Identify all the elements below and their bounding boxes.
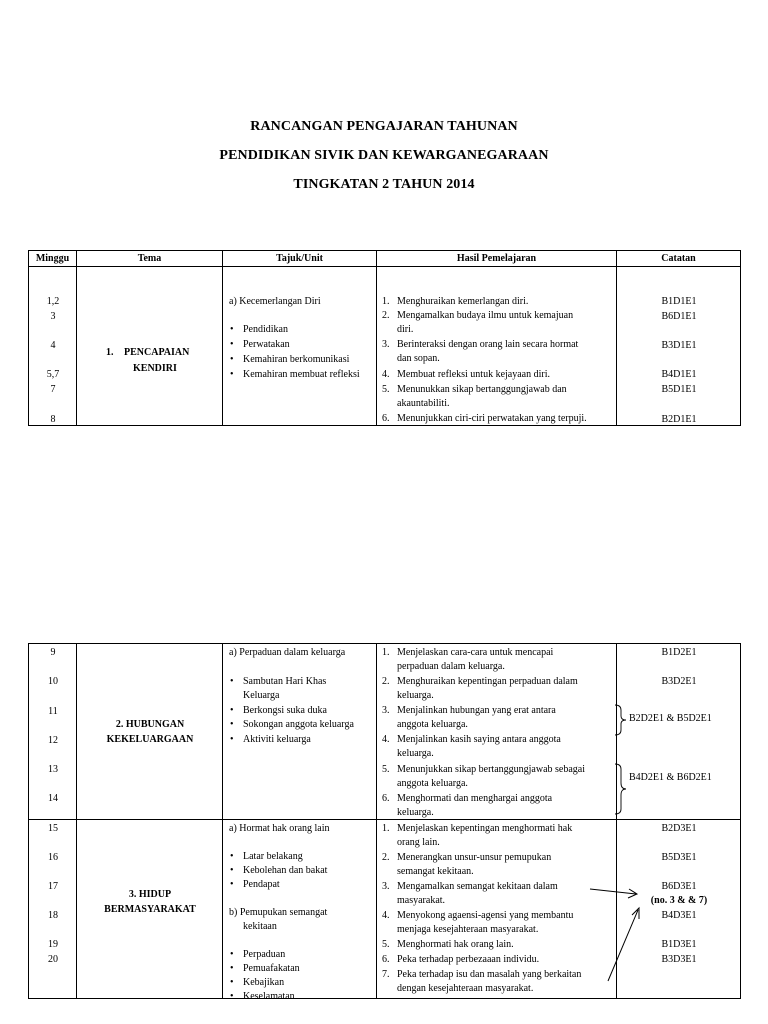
hasil-number: 5.	[382, 939, 390, 950]
hasil-item-cont: masyarakat.	[397, 895, 446, 906]
week-label: 5,7	[46, 369, 60, 380]
hasil-item: Menjelaskan cara-cara untuk mencapai	[397, 647, 554, 658]
week-label: 12	[48, 735, 58, 746]
tema-title-cont: KENDIRI	[133, 363, 177, 374]
week-label: 9	[50, 647, 56, 658]
tajuk-bullet: • Kemahiran membuat refleksi	[243, 368, 360, 383]
hasil-item: Membuat refleksi untuk kejayaan diri.	[397, 369, 551, 380]
week-label: 20	[48, 954, 58, 965]
hasil-number: 1.	[382, 823, 390, 834]
catatan-code: B4D3E1	[661, 910, 697, 921]
week-label: 14	[48, 793, 58, 804]
hasil-item: Peka terhadap isu dan masalah yang berkaitan	[397, 969, 582, 980]
hasil-number: 6.	[382, 413, 390, 424]
tajuk-bullet: • Keselamatan	[243, 990, 295, 1005]
tema-title: 2. HUBUNGAN	[115, 719, 185, 730]
hasil-number: 5.	[382, 764, 390, 775]
catatan-code: B2D2E1 & B5D2E1	[629, 713, 712, 724]
hasil-item-cont: semangat kekitaan.	[397, 866, 474, 877]
tajuk-bullet: • Sambutan Hari Khas	[243, 675, 326, 690]
week-label: 8	[50, 414, 56, 425]
tajuk-bullet: • Pemuafakatan	[243, 962, 300, 977]
header-tema: Tema	[77, 251, 223, 267]
arrow-right-icon	[590, 889, 637, 898]
week-label: 10	[48, 676, 58, 687]
catatan-code: B2D1E1	[661, 414, 697, 425]
catatan-code: B3D2E1	[661, 676, 697, 687]
header-tajuk: Tajuk/Unit	[223, 251, 377, 267]
hasil-number: 3.	[382, 705, 390, 716]
week-label: 4	[50, 340, 56, 351]
tajuk-bullet: • Sokongan anggota keluarga	[243, 718, 354, 733]
tajuk-bullet: • Pendidikan	[243, 323, 288, 338]
tajuk-heading-cont: kekitaan	[243, 921, 277, 932]
header-catatan: Catatan	[617, 251, 741, 267]
tajuk-bullet: • Pendapat	[243, 878, 280, 893]
hasil-item-cont: perpaduan dalam keluarga.	[397, 661, 505, 672]
hasil-item: Menghormati hak orang lain.	[397, 939, 514, 950]
tema-title: PENCAPAIAN	[124, 347, 190, 358]
hasil-item-cont: menjaga kesejahteraan masyarakat.	[397, 924, 539, 935]
hasil-item: Menghuraikan kemerlangan diri.	[397, 296, 529, 307]
week-label: 11	[48, 706, 58, 717]
hasil-number: 1.	[382, 647, 390, 658]
document-subject: PENDIDIKAN SIVIK DAN KEWARGANEGARAAN	[219, 148, 549, 163]
catatan-code: B1D2E1	[661, 647, 697, 658]
hasil-item: Menyokong agaensi-agensi yang membantu	[397, 910, 574, 921]
tajuk-bullet: • Latar belakang	[243, 850, 303, 865]
hasil-number: 4.	[382, 369, 390, 380]
tajuk-bullet-cont: Keluarga	[243, 690, 280, 701]
hasil-number: 5.	[382, 384, 390, 395]
tema-number: 1.	[106, 347, 114, 358]
tajuk-bullet: • Perwatakan	[243, 338, 290, 353]
hasil-item-cont: keluarga.	[397, 748, 434, 759]
hasil-number: 2.	[382, 852, 390, 863]
hasil-item: Mengamalkan semangat kekitaan dalam	[397, 881, 558, 892]
week-label: 17	[48, 881, 58, 892]
hasil-item: Menunjukkan ciri-ciri perwatakan yang terpuji.	[397, 413, 587, 424]
week-label: 3	[50, 311, 56, 322]
hasil-item-cont: anggota keluarga.	[397, 719, 468, 730]
hasil-item-cont: dan sopan.	[397, 353, 440, 364]
catatan-code: B1D1E1	[661, 296, 697, 307]
tema-title-cont: KEKELUARGAAN	[106, 734, 194, 745]
catatan-code: B5D1E1	[661, 384, 697, 395]
week-label: 7	[50, 384, 56, 395]
week-label: 15	[48, 823, 58, 834]
week-label: 18	[48, 910, 58, 921]
tajuk-bullet: • Kebolehan dan bakat	[243, 864, 327, 879]
catatan-code: B6D1E1	[661, 311, 697, 322]
hasil-item-cont: akauntabiliti.	[397, 398, 450, 409]
hasil-number: 4.	[382, 910, 390, 921]
header-hasil: Hasil Pemelajaran	[377, 251, 617, 267]
tema-title-cont: BERMASYARAKAT	[104, 904, 196, 915]
hasil-item: Peka terhadap perbezaaan individu.	[397, 954, 540, 965]
hasil-item: Menghormati dan menghargai anggota	[397, 793, 553, 804]
hasil-item: Menjalinkan kasih saying antara anggota	[397, 734, 561, 745]
hasil-item: Menghuraikan kepentingan perpaduan dalam	[397, 676, 578, 687]
hasil-number: 3.	[382, 881, 390, 892]
week-label: 19	[48, 939, 58, 950]
hasil-item: Menunjukkan sikap bertanggungjawab sebagai	[397, 764, 586, 775]
hasil-item: Mengamalkan budaya ilmu untuk kemajuan	[397, 310, 574, 321]
hasil-number: 3.	[382, 339, 390, 350]
hasil-item-cont: keluarga.	[397, 807, 434, 818]
hasil-number: 4.	[382, 734, 390, 745]
tajuk-bullet: • Aktiviti keluarga	[243, 733, 311, 748]
tajuk-bullet: • Berkongsi suka duka	[243, 704, 327, 719]
tajuk-heading: b) Pemupukan semangat	[229, 907, 328, 918]
hasil-item: Berinteraksi dengan orang lain secara hormat	[397, 339, 579, 350]
document-title: RANCANGAN PENGAJARAN TAHUNAN	[250, 119, 518, 134]
document-level-year: TINGKATAN 2 TAHUN 2014	[293, 177, 475, 192]
hasil-item-cont: anggota keluarga.	[397, 778, 468, 789]
tajuk-heading: a) Hormat hak orang lain	[229, 823, 330, 834]
catatan-code: B4D2E1 & B6D2E1	[629, 772, 712, 783]
catatan-code: B5D3E1	[661, 852, 697, 863]
catatan-code: B3D1E1	[661, 340, 697, 351]
hasil-item-cont: orang lain.	[397, 837, 440, 848]
header-minggu: Minggu	[29, 251, 77, 267]
catatan-code: B1D3E1	[661, 939, 697, 950]
week-label: 16	[48, 852, 58, 863]
catatan-code: B4D1E1	[661, 369, 697, 380]
hasil-number: 2.	[382, 310, 390, 321]
tajuk-heading: a) Perpaduan dalam keluarga	[229, 647, 346, 658]
hasil-number: 1.	[382, 296, 390, 307]
catatan-note: (no. 3 & & 7)	[650, 895, 708, 906]
hasil-item: Menjalinkan hubungan yang erat antara	[397, 705, 556, 716]
catatan-code: B3D3E1	[661, 954, 697, 965]
hasil-number: 2.	[382, 676, 390, 687]
hasil-item-cont: diri.	[397, 324, 414, 335]
catatan-code: B2D3E1	[661, 823, 697, 834]
week-label: 1,2	[46, 296, 60, 307]
arrow-up-icon	[608, 908, 639, 981]
catatan-code: B6D3E1	[661, 881, 697, 892]
tajuk-heading: a) Kecemerlangan Diri	[229, 296, 321, 307]
tajuk-bullet: • Perpaduan	[243, 948, 285, 963]
hasil-item: Menerangkan unsur-unsur pemupukan	[397, 852, 552, 863]
hasil-item-cont: keluarga.	[397, 690, 434, 701]
hasil-item-cont: dengan kesejahteraan masyarakat.	[397, 983, 534, 994]
hasil-number: 6.	[382, 793, 390, 804]
hasil-number: 7.	[382, 969, 390, 980]
hasil-number: 6.	[382, 954, 390, 965]
tema-title: 3. HIDUP	[128, 889, 172, 900]
tajuk-bullet: • Kemahiran berkomunikasi	[243, 353, 349, 368]
tajuk-bullet: • Kebajikan	[243, 976, 284, 991]
hasil-item: Menunukkan sikap bertanggungjawab dan	[397, 384, 567, 395]
hasil-item: Menjelaskan kepentingan menghormati hak	[397, 823, 573, 834]
week-label: 13	[48, 764, 58, 775]
